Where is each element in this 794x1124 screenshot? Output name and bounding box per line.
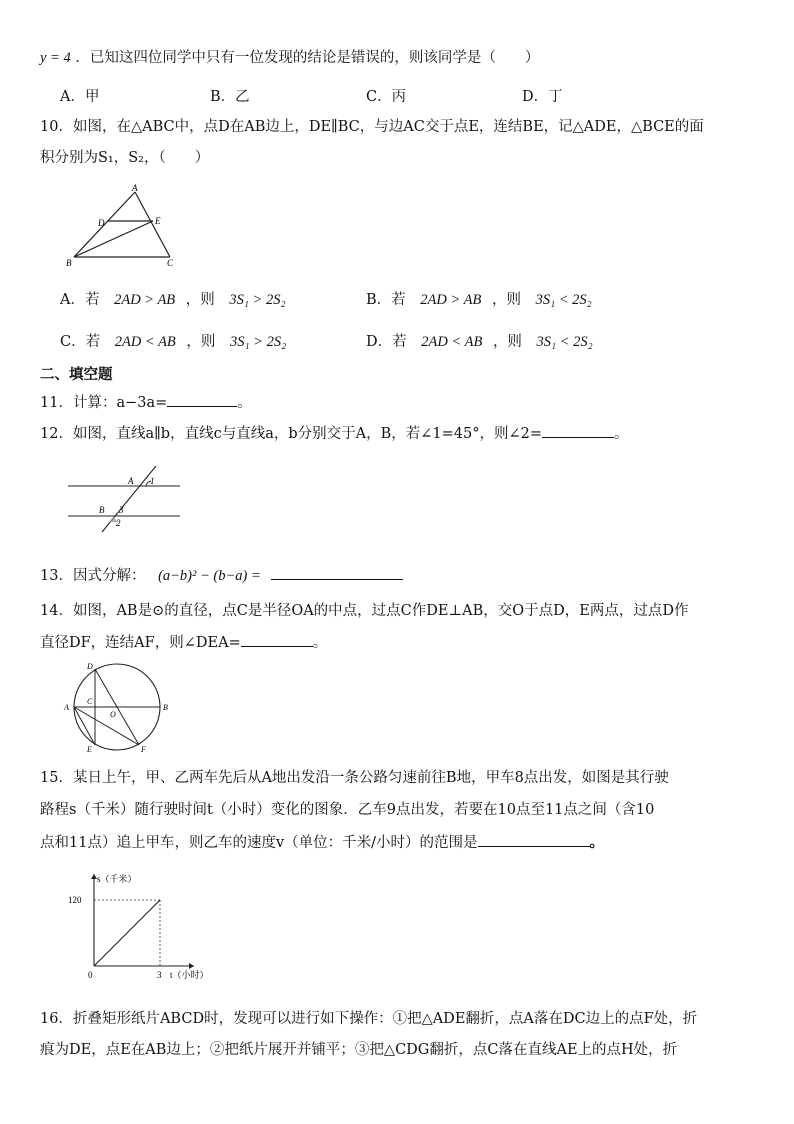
- label-a: A: [128, 476, 134, 486]
- q15-text: 点和11点）追上甲车，则乙车的速度v（单位：千米/小时）的范围是: [40, 835, 478, 851]
- label-c: C: [167, 258, 174, 268]
- label-e: E: [87, 745, 92, 754]
- q14-circle-figure: [58, 660, 178, 756]
- x-tick-label: 3: [157, 970, 162, 980]
- label-o: O: [110, 710, 116, 719]
- q15-line2: 路程s（千米）随行驶时间t（小时）变化的图象．乙车9点出发，若要在10点至11点之间（含10: [40, 802, 655, 818]
- label-1: 1: [150, 476, 155, 486]
- option-result: 3S₁ < 2S₂: [536, 334, 593, 350]
- q15-line3: [40, 832, 604, 853]
- x-axis-label: t（小时）: [170, 970, 209, 980]
- q14-line2: [40, 632, 327, 653]
- option-result: 3S₁ < 2S₂: [535, 292, 592, 308]
- q9-text: ．已知这四位同学中只有一位发现的结论是错误的，则该同学是（ ）: [75, 50, 540, 66]
- option-then: ，则: [186, 334, 216, 350]
- q10-line2: 积分别为S₁，S₂，（ ）: [40, 150, 210, 166]
- q11-end: 。: [237, 395, 252, 411]
- q13-text: 13．因式分解：: [40, 568, 146, 584]
- q10-option-c: [60, 332, 286, 352]
- x-axis-arrow: [189, 963, 194, 969]
- answer-blank[interactable]: [167, 392, 237, 407]
- option-prefix: D．若: [366, 334, 407, 350]
- label-d: D: [87, 662, 93, 671]
- y-axis-label: s（千米）: [97, 874, 137, 884]
- option-condition: 2AD > AB: [114, 292, 176, 308]
- q11-line: [40, 392, 252, 413]
- q12-line: [40, 423, 629, 444]
- option-prefix: B．若: [366, 292, 406, 308]
- label-b: B: [99, 505, 105, 515]
- q11-text: 11．计算：a−3a=: [40, 395, 168, 411]
- answer-blank[interactable]: [241, 632, 313, 647]
- answer-blank[interactable]: [542, 423, 614, 438]
- label-3: 3: [119, 505, 124, 515]
- option-then: ，则: [185, 292, 215, 308]
- option-result: 3S₁ > 2S₂: [229, 292, 286, 308]
- q9-option-a: A．甲: [60, 89, 100, 105]
- series-line: [94, 900, 160, 966]
- x-tick-label: 0: [88, 970, 93, 980]
- q13-line: [40, 565, 403, 586]
- q14-line1: 14．如图，AB是⊙的直径，点C是半径OA的中点，过点C作DE⊥AB，交O于点D，E两点，过点D作: [40, 603, 689, 619]
- answer-blank[interactable]: [478, 832, 590, 847]
- q15-line1: 15．某日上午，甲、乙两车先后从A地出发沿一条公路匀速前往B地，甲车8点出发，如图是其行驶: [40, 770, 669, 786]
- option-condition: 2AD < AB: [114, 334, 176, 350]
- label-d: D: [98, 218, 105, 228]
- label-b: B: [163, 703, 168, 712]
- label-c: C: [87, 697, 93, 706]
- q9-math: y = 4: [40, 50, 71, 66]
- option-prefix: C．若: [60, 334, 101, 350]
- q12-parallel-lines-figure: [62, 462, 186, 534]
- q15-end: 。: [589, 834, 605, 851]
- q9-option-c: C．丙: [366, 89, 407, 105]
- q12-end: 。: [614, 426, 629, 442]
- q13-expression: (a−b)² − (b−a) =: [158, 568, 261, 584]
- q10-option-b: [366, 290, 592, 310]
- q10-option-a: [60, 290, 286, 310]
- q14-end: 。: [312, 635, 328, 651]
- label-a: A: [64, 703, 69, 712]
- q12-text: 12．如图，直线a∥b，直线c与直线a，b分别交于A，B，若∠1=45°，则∠2=: [40, 426, 542, 442]
- q9-option-d: D．丁: [522, 89, 563, 105]
- option-then: ，则: [491, 292, 521, 308]
- option-condition: 2AD < AB: [421, 334, 483, 350]
- q9-option-b: B．乙: [210, 89, 250, 105]
- y-tick-label: 120: [68, 895, 82, 905]
- label-f: F: [141, 745, 146, 754]
- label-2: 2: [116, 518, 121, 528]
- q15-distance-time-chart: [68, 870, 218, 986]
- q10-triangle-figure: [62, 184, 182, 268]
- label-b: B: [66, 258, 72, 268]
- answer-blank[interactable]: [271, 565, 403, 580]
- section-title: 二、填空题: [40, 366, 113, 383]
- q14-text: 直径DF，连结AF，则∠DEA=: [40, 635, 241, 651]
- q16-line1: 16．折叠矩形纸片ABCD时，发现可以进行如下操作：①把△ADE翻折，点A落在DC边上的点F处，折: [40, 1011, 698, 1027]
- option-result: 3S₁ > 2S₂: [230, 334, 287, 350]
- option-then: ，则: [492, 334, 522, 350]
- option-prefix: A．若: [60, 292, 100, 308]
- q9-line: [40, 48, 539, 68]
- q10-option-d: [366, 332, 593, 352]
- label-a: A: [132, 184, 138, 193]
- q10-line1: 10．如图，在△ABC中，点D在AB边上，DE∥BC，与边AC交于点E，连结BE，记△ADE，△BCE的面: [40, 119, 704, 135]
- label-e: E: [155, 216, 161, 226]
- option-condition: 2AD > AB: [420, 292, 482, 308]
- q16-line2: 痕为DE，点E在AB边上；②把纸片展开并铺平；③把△CDG翻折，点C落在直线AE上的点H处，折: [40, 1042, 678, 1058]
